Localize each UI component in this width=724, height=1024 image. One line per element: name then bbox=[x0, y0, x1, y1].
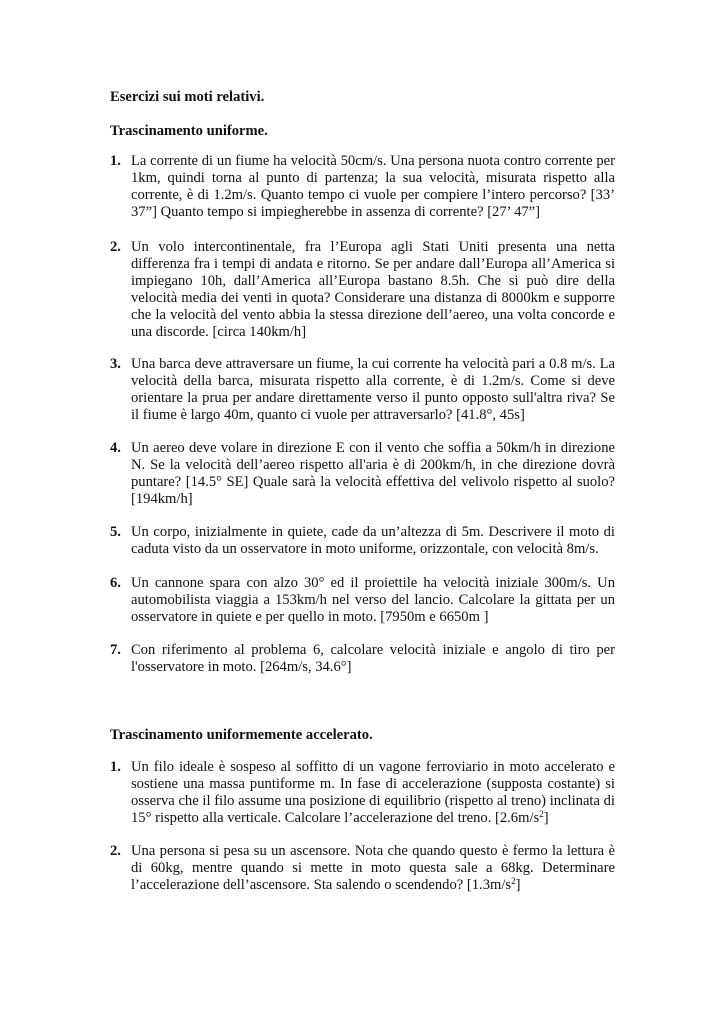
exercise-text: La corrente di un fiume ha velocità 50cm/s. Una persona nuota contro corrente per 1km, quindi torna al punto di partenza; la sua velocità, misurata rispetto alla corrente, è di 1.2m/s. Quanto tempo ci vuole per compiere l’intero percorso? [33’ 37”] Quanto tempo si impiegherebbe in assenza di corrente? [27’ 47”] bbox=[131, 153, 615, 220]
document-title: Esercizi sui moti relativi. bbox=[110, 89, 265, 105]
exercise-1-1 bbox=[110, 153, 615, 221]
exercise-text: Un corpo, inizialmente in quiete, cade da un’altezza di 5m. Descrivere il moto di caduta visto da un osservatore in moto uniforme, orizzontale, con velocità 8m/s. bbox=[131, 524, 615, 557]
exercise-text: Un volo intercontinentale, fra l’Europa agli Stati Uniti presenta una netta differenza fra i tempi di andata e ritorno. Se per andare dall’Europa all’America si impiegano 10h, dall’America all’Europa bastano 8.5h. Che si può dire della velocità media dei venti in quota? Considerare una distanza di 8000km e supporre che la velocità del vento abbia la stessa direzione dell’aereo, una volta concorde e una discorde. [circa 140km/h] bbox=[131, 239, 615, 340]
exercise-1-3 bbox=[110, 356, 615, 424]
exponent: 2 bbox=[539, 809, 544, 819]
exercise-2-1 bbox=[110, 759, 615, 827]
exercise-1-2 bbox=[110, 239, 615, 341]
exercise-number: 1. bbox=[110, 153, 121, 169]
exercise-text-main: Un filo ideale è sospeso al soffitto di un vagone ferroviario in moto accelerato e sostiene una massa puntiforme m. In fase di accelerazione (supposta costante) si osserva che il filo assume una posizione di equilibrio (rispetto al treno) inclinata di 15° rispetto alla verticale. Calcolare l’accelerazione del treno. [2.6m/s bbox=[131, 759, 615, 826]
section-heading-accelerated: Trascinamento uniformemente accelerato. bbox=[110, 727, 373, 743]
exercise-1-4 bbox=[110, 440, 615, 508]
exercise-text-end: ] bbox=[543, 810, 549, 826]
exercise-text: Una barca deve attraversare un fiume, la cui corrente ha velocità pari a 0.8 m/s. La velocità della barca, misurata rispetto alla corrente, è di 1.2m/s. Come si deve orientare la prua per andare direttamente verso il punto opposto sull'altra riva? Se il fiume è largo 40m, quanto ci vuole per attraversarlo? [41.8°, 45s] bbox=[131, 356, 615, 423]
exercise-number: 1. bbox=[110, 759, 121, 775]
exercise-1-5 bbox=[110, 524, 615, 558]
exercise-text-main: Una persona si pesa su un ascensore. Nota che quando questo è fermo la lettura è di 60kg, mentre quando si mette in moto questa sale a 68kg. Determinare l’accelerazione dell’ascensore. Sta salendo o scendendo? [1.3m/s bbox=[131, 843, 615, 893]
exponent: 2 bbox=[511, 876, 516, 886]
exercise-number: 7. bbox=[110, 642, 121, 658]
exercise-1-7 bbox=[110, 642, 615, 676]
section-heading-uniform: Trascinamento uniforme. bbox=[110, 123, 268, 139]
exercise-number: 2. bbox=[110, 843, 121, 859]
exercise-number: 5. bbox=[110, 524, 121, 540]
exercise-text bbox=[131, 759, 615, 827]
exercise-text: Un aereo deve volare in direzione E con il vento che soffia a 50km/h in direzione N. Se la velocità dell’aereo rispetto all'aria è di 200km/h, in che direzione dovrà puntare? [14.5° SE] Quale sarà la velocità effettiva del velivolo rispetto al suolo? [194km/h] bbox=[131, 440, 615, 507]
exercise-number: 2. bbox=[110, 239, 121, 255]
exercise-text: Un cannone spara con alzo 30° ed il proiettile ha velocità iniziale 300m/s. Un automobilista viaggia a 153km/h nel verso del lancio. Calcolare la gittata per un osservatore in quiete e per quello in moto. [7950m e 6650m ] bbox=[131, 575, 615, 625]
exercise-number: 4. bbox=[110, 440, 121, 456]
exercise-number: 3. bbox=[110, 356, 121, 372]
exercise-text-end: ] bbox=[515, 877, 521, 893]
exercise-2-2 bbox=[110, 843, 615, 894]
exercise-number: 6. bbox=[110, 575, 121, 591]
exercise-1-6 bbox=[110, 575, 615, 626]
exercise-text bbox=[131, 843, 615, 894]
exercise-text: Con riferimento al problema 6, calcolare velocità iniziale e angolo di tiro per l'osservatore in moto. [264m/s, 34.6°] bbox=[131, 642, 615, 675]
